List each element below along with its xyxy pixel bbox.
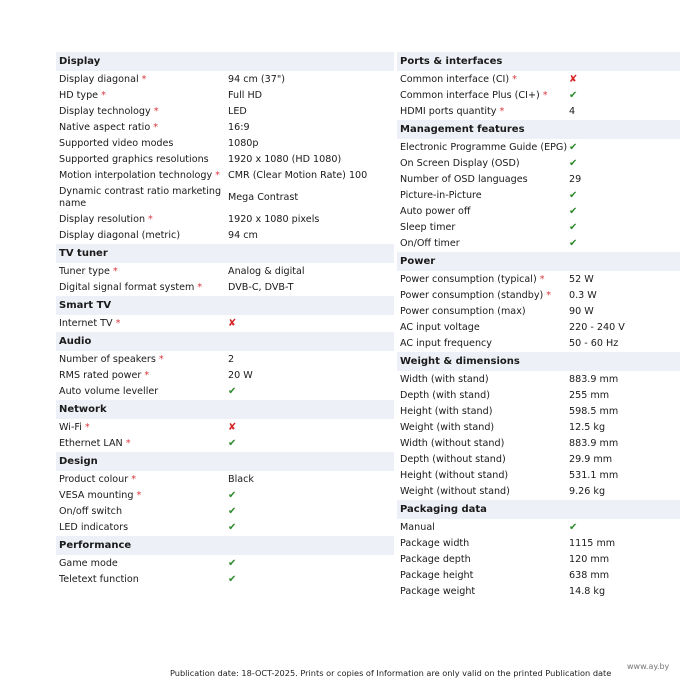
spec-row: [397, 172, 680, 188]
section-header-network: Network: [56, 400, 394, 419]
spec-row: [56, 488, 394, 504]
spec-row: [56, 152, 394, 168]
spec-value: [228, 422, 394, 434]
spec-row: [397, 452, 680, 468]
required-marker: *: [512, 74, 517, 85]
spec-value: 12.5 kg: [569, 422, 606, 433]
spec-row: [397, 204, 680, 220]
spec-label-text: Width (without stand): [400, 438, 505, 449]
required-marker: *: [153, 106, 159, 117]
spec-value: 9.26 kg: [569, 486, 606, 497]
spec-row: [397, 552, 680, 568]
spec-row: [56, 228, 394, 244]
spec-label: [59, 490, 228, 502]
spec-label-text: Picture-in-Picture: [400, 190, 482, 201]
required-marker: *: [499, 106, 505, 117]
spec-value: [569, 238, 680, 250]
spec-label: [59, 106, 228, 118]
spec-value: 883.9 mm: [569, 374, 619, 385]
spec-label-text: Power consumption (typical): [400, 274, 537, 285]
required-marker: *: [144, 370, 150, 381]
spec-label: [59, 122, 228, 134]
section-header-smart-tv: Smart TV: [56, 296, 394, 315]
spec-row: [397, 236, 680, 252]
spec-label-text: Tuner type: [59, 266, 110, 277]
spec-label: [400, 538, 569, 550]
spec-row: [397, 388, 680, 404]
spec-label: [59, 574, 228, 586]
spec-label: [59, 266, 228, 278]
spec-row: [397, 484, 680, 500]
spec-row: [56, 72, 394, 88]
spec-row: [397, 188, 680, 204]
spec-value: [569, 222, 680, 234]
spec-label: [400, 338, 569, 350]
spec-value: 29.9 mm: [569, 454, 613, 465]
spec-value: Mega Contrast: [228, 192, 299, 203]
spec-value: 1080p: [228, 138, 259, 149]
spec-label: [400, 190, 569, 202]
left-spec-column: [56, 52, 394, 588]
spec-row: [56, 504, 394, 520]
spec-label: [59, 90, 228, 102]
spec-label-text: Width (with stand): [400, 374, 489, 385]
spec-row: [397, 536, 680, 552]
required-marker: *: [546, 290, 552, 301]
spec-label-text: Supported video modes: [59, 138, 174, 149]
spec-row: [56, 184, 394, 212]
spec-label-text: Teletext function: [59, 574, 139, 585]
spec-label: [400, 322, 569, 334]
section-header-ports-interfaces: Ports & interfaces: [397, 52, 680, 71]
spec-row: [56, 572, 394, 588]
spec-label-text: Digital signal format system: [59, 282, 195, 293]
spec-row: [397, 272, 680, 288]
spec-value: [228, 522, 394, 534]
spec-label: [59, 474, 228, 486]
spec-label-text: Depth (with stand): [400, 390, 490, 401]
spec-label-text: Manual: [400, 522, 435, 533]
spec-label-text: AC input voltage: [400, 322, 480, 333]
spec-label: [400, 74, 569, 86]
spec-value: 255 mm: [569, 390, 610, 401]
required-marker: *: [115, 318, 121, 329]
spec-row: [397, 320, 680, 336]
spec-row: [56, 420, 394, 436]
spec-label: [400, 522, 569, 534]
spec-label: [400, 422, 569, 434]
spec-row: [56, 436, 394, 452]
spec-label-text: AC input frequency: [400, 338, 492, 349]
spec-row: [397, 140, 680, 156]
check-icon: ✔: [569, 190, 578, 201]
section-header-management-features: Management features: [397, 120, 680, 139]
section-header-tv-tuner: TV tuner: [56, 244, 394, 263]
watermark: www.ay.by: [627, 662, 670, 671]
check-icon: ✔: [228, 438, 237, 449]
check-icon: ✔: [228, 574, 237, 585]
spec-label: [400, 106, 569, 118]
spec-row: [56, 368, 394, 384]
required-marker: *: [101, 90, 106, 101]
spec-label: [59, 370, 228, 382]
spec-label-text: Power consumption (standby): [400, 290, 544, 301]
spec-label: [59, 170, 228, 182]
spec-label-text: Common interface (CI): [400, 74, 510, 85]
required-marker: *: [131, 474, 136, 485]
spec-value: Black: [228, 474, 254, 485]
spec-value: 120 mm: [569, 554, 610, 565]
spec-row: [56, 280, 394, 296]
spec-label: [59, 138, 228, 150]
spec-value: 531.1 mm: [569, 470, 619, 481]
spec-label-text: VESA mounting: [59, 490, 134, 501]
spec-value: 4: [569, 106, 576, 117]
check-icon: ✔: [569, 238, 578, 249]
spec-label-text: Display diagonal (metric): [59, 230, 181, 241]
spec-label-text: Supported graphics resolutions: [59, 154, 209, 165]
spec-label: [400, 142, 569, 154]
spec-row: [397, 372, 680, 388]
spec-label-text: Number of OSD languages: [400, 174, 528, 185]
cross-icon: ✘: [228, 318, 237, 329]
spec-label: [400, 390, 569, 402]
check-icon: ✔: [228, 490, 237, 501]
check-icon: ✔: [228, 386, 237, 397]
spec-row: [397, 420, 680, 436]
section-header-weight-dimensions: Weight & dimensions: [397, 352, 680, 371]
spec-value: 94 cm (37"): [228, 74, 286, 85]
spec-label-text: Number of speakers: [59, 354, 156, 365]
check-icon: ✔: [569, 522, 578, 533]
spec-label: [400, 290, 569, 302]
spec-label: [400, 274, 569, 286]
spec-value: [228, 318, 394, 330]
spec-row: [56, 120, 394, 136]
spec-value: [228, 438, 394, 450]
required-marker: *: [136, 490, 142, 501]
spec-row: [56, 520, 394, 536]
spec-label: [400, 438, 569, 450]
required-marker: *: [158, 354, 164, 365]
spec-label: [59, 422, 228, 434]
spec-value: 883.9 mm: [569, 438, 619, 449]
spec-value: [228, 506, 394, 518]
spec-label: [59, 506, 228, 518]
required-marker: *: [215, 170, 220, 181]
spec-value: 220 - 240 V: [569, 322, 625, 333]
check-icon: ✔: [569, 142, 578, 153]
spec-value: [569, 90, 680, 102]
spec-label: [400, 486, 569, 498]
spec-label: [400, 238, 569, 250]
spec-row: [56, 212, 394, 228]
spec-label-text: On/off switch: [59, 506, 123, 517]
spec-value: Analog & digital: [228, 266, 305, 277]
spec-value: 50 - 60 Hz: [569, 338, 619, 349]
spec-label-text: Native aspect ratio: [59, 122, 151, 133]
spec-label-text: Product colour: [59, 474, 129, 485]
spec-value: 90 W: [569, 306, 594, 317]
spec-value: [228, 386, 394, 398]
spec-label: [59, 386, 228, 398]
section-header-display: Display: [56, 52, 394, 71]
spec-row: [56, 556, 394, 572]
spec-row: [397, 72, 680, 88]
check-icon: ✔: [569, 158, 578, 169]
spec-row: [397, 288, 680, 304]
spec-label: [400, 406, 569, 418]
spec-label: [59, 230, 228, 242]
spec-value: 29: [569, 174, 582, 185]
spec-label: [59, 214, 228, 226]
spec-label-text: Height (with stand): [400, 406, 493, 417]
spec-row: [56, 168, 394, 184]
spec-label: [400, 158, 569, 170]
spec-row: [397, 104, 680, 120]
spec-row: [397, 88, 680, 104]
spec-value: [228, 490, 394, 502]
spec-row: [397, 520, 680, 536]
spec-value: 20 W: [228, 370, 253, 381]
spec-label-text: Dynamic contrast ratio marketing name: [59, 186, 222, 209]
required-marker: *: [539, 274, 545, 285]
spec-value: 52 W: [569, 274, 594, 285]
spec-label-text: Height (without stand): [400, 470, 509, 481]
spec-label-text: Display technology: [59, 106, 151, 117]
spec-value: 16:9: [228, 122, 250, 133]
spec-label-text: Display diagonal: [59, 74, 139, 85]
spec-label-text: HD type: [59, 90, 99, 101]
spec-label: [400, 90, 569, 102]
spec-label-text: LED indicators: [59, 522, 129, 533]
spec-value: 638 mm: [569, 570, 610, 581]
spec-value: [228, 558, 394, 570]
spec-label: [400, 454, 569, 466]
spec-value: [569, 74, 680, 86]
spec-row: [56, 88, 394, 104]
right-spec-column: [397, 52, 680, 600]
section-header-power: Power: [397, 252, 680, 271]
required-marker: *: [84, 422, 90, 433]
spec-label-text: Depth (without stand): [400, 454, 506, 465]
spec-value: Full HD: [228, 90, 263, 101]
spec-label: [59, 318, 228, 330]
spec-label: [59, 522, 228, 534]
section-header-performance: Performance: [56, 536, 394, 555]
publication-footer: Publication date: 18-OCT-2025. Prints or copies of Information are only valid on the printed Publication date: [170, 668, 612, 678]
spec-row: [397, 304, 680, 320]
spec-label-text: HDMI ports quantity: [400, 106, 497, 117]
spec-value: CMR (Clear Motion Rate) 100: [228, 170, 368, 181]
spec-row: [56, 472, 394, 488]
spec-label: [400, 174, 569, 186]
spec-row: [56, 384, 394, 400]
spec-row: [397, 436, 680, 452]
spec-label: [400, 374, 569, 386]
spec-label: [59, 74, 228, 86]
spec-value: [228, 574, 394, 586]
spec-row: [397, 156, 680, 172]
spec-label-text: Electronic Programme Guide (EPG): [400, 142, 568, 153]
spec-row: [56, 136, 394, 152]
spec-label: [400, 470, 569, 482]
required-marker: *: [141, 74, 147, 85]
spec-label: [59, 558, 228, 570]
spec-label: [59, 154, 228, 166]
spec-label-text: Package width: [400, 538, 470, 549]
spec-value: [569, 142, 680, 154]
required-marker: *: [125, 438, 131, 449]
spec-label-text: Common interface Plus (CI+): [400, 90, 540, 101]
spec-value: 598.5 mm: [569, 406, 619, 417]
spec-label: [400, 554, 569, 566]
spec-label: [400, 206, 569, 218]
required-marker: *: [112, 266, 118, 277]
spec-row: [56, 104, 394, 120]
check-icon: ✔: [228, 506, 237, 517]
spec-value: 14.8 kg: [569, 586, 606, 597]
spec-value: 1920 x 1080 pixels: [228, 214, 320, 225]
spec-value: [569, 158, 680, 170]
spec-label-text: Auto power off: [400, 206, 471, 217]
spec-value: 2: [228, 354, 235, 365]
spec-label-text: Auto volume leveller: [59, 386, 159, 397]
spec-label: [400, 586, 569, 598]
spec-value: LED: [228, 106, 247, 117]
spec-value: [569, 522, 680, 534]
check-icon: ✔: [569, 222, 578, 233]
check-icon: ✔: [228, 558, 237, 569]
spec-label-text: Weight (with stand): [400, 422, 495, 433]
spec-label-text: Package weight: [400, 586, 476, 597]
spec-label-text: Game mode: [59, 558, 118, 569]
cross-icon: ✘: [228, 422, 237, 433]
check-icon: ✔: [569, 90, 578, 101]
required-marker: *: [148, 214, 153, 225]
spec-row: [56, 352, 394, 368]
spec-label: [400, 570, 569, 582]
spec-label: [400, 306, 569, 318]
spec-label-text: Ethernet LAN: [59, 438, 123, 449]
spec-label: [59, 354, 228, 366]
spec-label-text: Internet TV: [59, 318, 113, 329]
spec-value: 94 cm: [228, 230, 258, 241]
check-icon: ✔: [228, 522, 237, 533]
spec-label-text: RMS rated power: [59, 370, 142, 381]
spec-row: [397, 568, 680, 584]
spec-label-text: On Screen Display (OSD): [400, 158, 520, 169]
spec-value: 1115 mm: [569, 538, 616, 549]
spec-row: [56, 264, 394, 280]
spec-value: [569, 206, 680, 218]
spec-label-text: On/Off timer: [400, 238, 460, 249]
spec-value: 1920 x 1080 (HD 1080): [228, 154, 342, 165]
spec-row: [397, 336, 680, 352]
spec-label-text: Motion interpolation technology: [59, 170, 213, 181]
spec-label-text: Weight (without stand): [400, 486, 510, 497]
section-header-audio: Audio: [56, 332, 394, 351]
spec-row: [397, 404, 680, 420]
check-icon: ✔: [569, 206, 578, 217]
spec-value: DVB-C, DVB-T: [228, 282, 294, 293]
spec-value: 0.3 W: [569, 290, 597, 301]
section-header-design: Design: [56, 452, 394, 471]
spec-label-text: Package depth: [400, 554, 471, 565]
cross-icon: ✘: [569, 74, 578, 85]
spec-label: [400, 222, 569, 234]
spec-label-text: Package height: [400, 570, 474, 581]
spec-value: [569, 190, 680, 202]
spec-row: [397, 584, 680, 600]
required-marker: *: [197, 282, 203, 293]
spec-label-text: Sleep timer: [400, 222, 456, 233]
spec-label-text: Display resolution: [59, 214, 146, 225]
spec-label: [59, 438, 228, 450]
required-marker: *: [153, 122, 158, 133]
spec-row: [397, 220, 680, 236]
spec-label: [59, 282, 228, 294]
spec-row: [56, 316, 394, 332]
spec-label: [59, 186, 228, 210]
section-header-packaging-data: Packaging data: [397, 500, 680, 519]
spec-row: [397, 468, 680, 484]
spec-label-text: Power consumption (max): [400, 306, 526, 317]
spec-label-text: Wi-Fi: [59, 422, 82, 433]
required-marker: *: [542, 90, 548, 101]
